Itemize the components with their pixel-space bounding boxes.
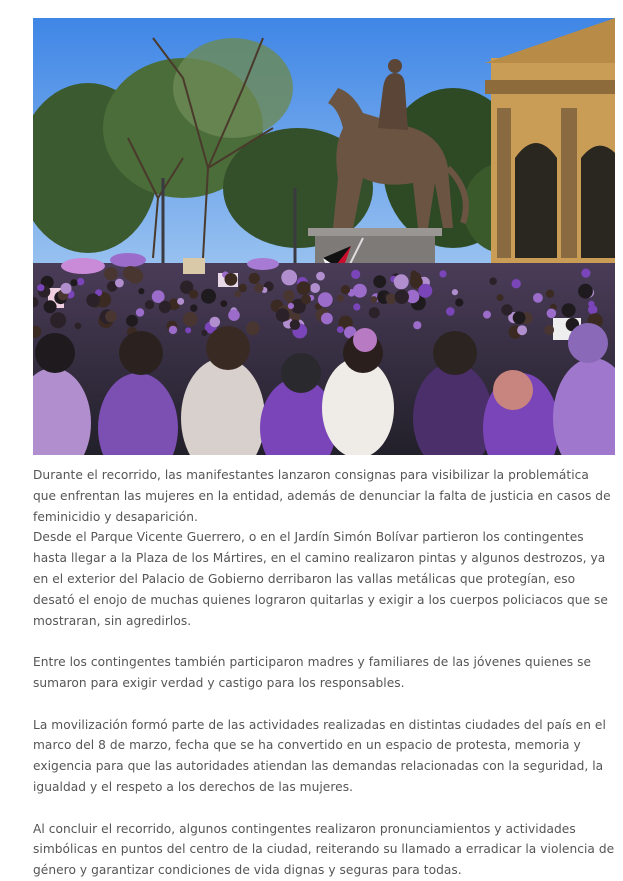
crowd-head xyxy=(452,289,458,295)
crowd-head xyxy=(228,309,240,321)
crowd-head xyxy=(249,273,260,284)
crowd-head xyxy=(544,325,554,335)
crowd-head xyxy=(321,313,333,325)
crowd-head xyxy=(483,311,491,319)
crowd-head xyxy=(220,300,227,307)
crowd-head xyxy=(183,312,198,327)
crowd-head xyxy=(297,281,311,295)
paragraph-2: Desde el Parque Vicente Guerrero, o en el Jardín Simón Bolívar partieron los contingentes hasta llegar a la Plaza de los Mártires, en el camino realizaron pintas y algunos destrozos, ya en el exterior del Palacio de Gobierno derribaron las vallas metálicas que protegían, eso desató el enojo de muchas quienes lograron quitarlas y exigir a los cuerpos policiacos que se mostraran, sin agredirlos. xyxy=(33,530,608,628)
crowd-head xyxy=(44,300,57,313)
crowd-head xyxy=(276,308,290,322)
crowd-head xyxy=(145,300,154,309)
crowd-head xyxy=(37,284,44,291)
crowd-head xyxy=(159,301,171,313)
crowd-head xyxy=(353,303,360,310)
crowd-head xyxy=(341,285,350,294)
crowd-head xyxy=(446,307,455,316)
crowd-head xyxy=(413,321,421,329)
crowd-head xyxy=(177,298,184,305)
crowd-head xyxy=(77,278,84,285)
paragraph-4: La movilización formó parte de las actividades realizadas en distintas ciudades del país en el marco del 8 de marzo, fecha que se ha convertido en un espacio de protesta, memoria y exigencia para que las autoridades atiendan las demandas relacionadas con la seguridad, la igualdad y el respeto a los derechos de las mujeres. xyxy=(33,717,606,794)
crowd-head xyxy=(283,290,294,301)
crowd-head xyxy=(547,309,557,319)
crowd-head xyxy=(61,283,72,294)
paragraph-5: Al concluir el recorrido, algunos contingentes realizaron pronunciamientos y actividades simbólicas en puntos del centro de la ciudad, reiterando su llamado a erradicar la violencia de género y garantizar condiciones de vida dignas y seguras para todas. xyxy=(33,821,615,878)
crowd-head xyxy=(337,295,344,302)
crowd-head xyxy=(411,270,417,276)
crowd-head xyxy=(75,323,82,330)
crowd-head xyxy=(136,308,144,316)
crowd-head xyxy=(126,315,138,327)
crowd-head xyxy=(455,298,463,306)
crowd-head xyxy=(169,326,177,334)
crowd-head xyxy=(546,290,554,298)
crowd-head xyxy=(394,274,409,289)
crowd-head xyxy=(281,270,297,286)
crowd-head xyxy=(497,294,504,301)
crowd-head xyxy=(138,288,144,294)
crowd-head xyxy=(373,275,386,288)
article-photo xyxy=(33,18,615,455)
crowd-head xyxy=(288,303,294,309)
crowd-head xyxy=(371,296,378,303)
crowd-head xyxy=(513,311,526,324)
crowd-head xyxy=(517,325,527,335)
crowd-head xyxy=(234,291,241,298)
crowd-head xyxy=(533,293,543,303)
crowd-head xyxy=(310,283,320,293)
crowd-head xyxy=(301,295,311,305)
paragraph-1: Durante el recorrido, las manifestantes lanzaron consignas para visibilizar la problemática que enfrentan las mujeres en la entidad, además de denunciar la falta de justicia en casos de feminicidio y desaparición. xyxy=(33,468,611,524)
colonial-building xyxy=(485,18,615,288)
crowd-head xyxy=(369,307,380,318)
crowd-head xyxy=(189,290,198,299)
crowd-head xyxy=(115,279,124,288)
crowd-head xyxy=(581,269,590,278)
crowd-head xyxy=(190,304,197,311)
crowd-head xyxy=(86,293,100,307)
crowd-head xyxy=(395,290,409,304)
crowd-head xyxy=(439,270,446,277)
crowd-head xyxy=(512,279,521,288)
crowd-head xyxy=(588,305,597,314)
crowd-head xyxy=(418,284,432,298)
crowd-head xyxy=(290,320,300,330)
crowd-head xyxy=(185,327,191,333)
crowd-head xyxy=(318,292,333,307)
article xyxy=(33,18,615,881)
crowd-head xyxy=(152,290,165,303)
crowd-head xyxy=(201,289,216,304)
crowd-head xyxy=(353,284,367,298)
crowd-head xyxy=(351,270,360,279)
crowd-head xyxy=(239,284,247,292)
crowd-head xyxy=(337,326,344,333)
protest-photo-illustration xyxy=(33,18,615,455)
article-body xyxy=(33,465,615,881)
crowd-head xyxy=(489,277,497,285)
crowd-head xyxy=(562,303,576,317)
crowd-head xyxy=(578,284,593,299)
crowd-head xyxy=(50,312,66,328)
crowd-head xyxy=(71,279,78,286)
crowd-head xyxy=(104,267,117,280)
crowd-head xyxy=(501,304,512,315)
crowd-head xyxy=(254,283,263,292)
crowd-head xyxy=(316,272,325,281)
crowd-head xyxy=(123,266,137,280)
crowd-head xyxy=(246,322,260,336)
crowd-head xyxy=(201,330,207,336)
paragraph-3: Entre los contingentes también participaron madres y familiares de las jóvenes quienes se sumaron para exigir verdad y castigo para los responsables. xyxy=(33,655,592,690)
crowd-head xyxy=(105,311,117,323)
crowd-head xyxy=(225,273,238,286)
crowd-head xyxy=(210,317,221,328)
